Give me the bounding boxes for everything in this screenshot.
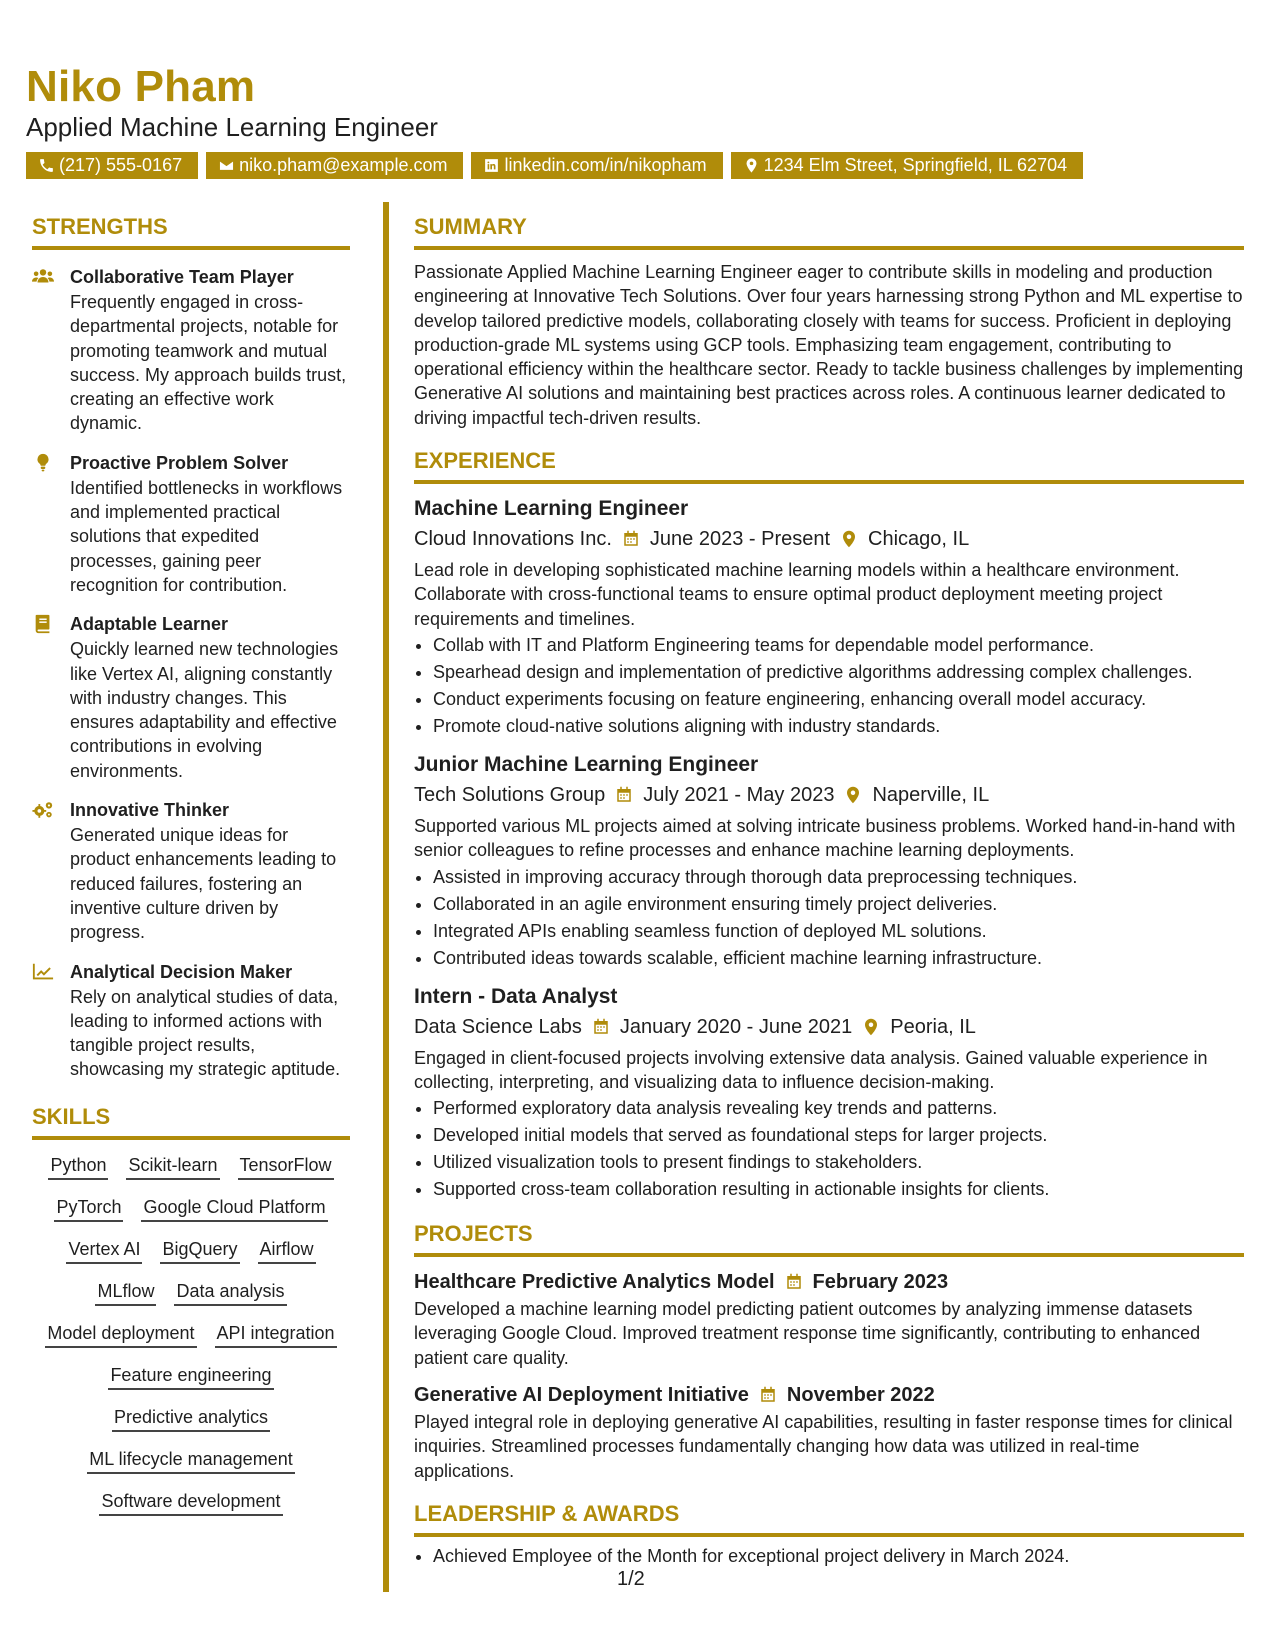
skills-heading: SKILLS xyxy=(32,1102,350,1140)
job-bullets xyxy=(414,864,1244,972)
skills-list xyxy=(32,1140,350,1516)
job-bullet: • Assisted in improving accuracy through thorough data preprocessing techniques. xyxy=(433,864,1244,891)
job-meta xyxy=(414,524,1244,554)
users-icon xyxy=(32,267,54,287)
lightbulb-icon xyxy=(32,453,54,473)
right-column xyxy=(414,212,1244,1570)
linkedin-icon xyxy=(483,157,500,174)
experience-heading: EXPERIENCE xyxy=(414,446,1244,484)
skill-tag: TensorFlow xyxy=(238,1152,334,1180)
contact-address xyxy=(731,152,1084,179)
project-date: November 2022 xyxy=(786,1384,935,1407)
page-number: 1/2 xyxy=(617,1568,645,1590)
job-bullet: • Performed exploratory data analysis revealing key trends and patterns. xyxy=(433,1095,1244,1122)
candidate-role: Applied Machine Learning Engineer xyxy=(26,112,438,142)
job-company: Tech Solutions Group xyxy=(414,783,606,806)
strength-title: Innovative Thinker xyxy=(70,800,230,821)
job-description: Lead role in developing sophisticated machine learning models within a healthcare environment. Collaborate with cross-functional teams to ensure optimal product deployment meeting project requirements and timelines. xyxy=(414,560,1180,629)
job-entry xyxy=(414,494,1244,740)
candidate-name: Niko Pham xyxy=(26,62,256,111)
project-description: Played integral role in deploying generative AI capabilities, resulting in faster response times for clinical inquiries. Streamlined processes fundamentally changing how data was utilized in real-time applications. xyxy=(414,1412,1233,1481)
job-location: Naperville, IL xyxy=(872,783,990,806)
map-pin-icon xyxy=(840,530,858,548)
skill-tag: Google Cloud Platform xyxy=(141,1194,327,1222)
strength-item xyxy=(32,959,350,1082)
job-title: Intern - Data Analyst xyxy=(414,984,618,1008)
strength-title: Adaptable Learner xyxy=(70,614,229,635)
strength-item xyxy=(32,797,350,944)
job-title: Machine Learning Engineer xyxy=(414,497,689,521)
job-bullet: • Promote cloud-native solutions aligning with industry standards. xyxy=(433,713,1244,740)
contact-email-text: niko.pham@example.com xyxy=(239,155,448,175)
skill-tag: Airflow xyxy=(258,1236,316,1264)
project-description: Developed a machine learning model predicting patient outcomes by analyzing immense datasets leveraging Google Cloud. Improved treatment response time significantly, contributing to enhanced patient care quality. xyxy=(414,1299,1201,1368)
leadership-heading: LEADERSHIP & AWARDS xyxy=(414,1499,1244,1537)
job-bullet: • Integrated APIs enabling seamless function of deployed ML solutions. xyxy=(433,918,1244,945)
job-bullet: • Collab with IT and Platform Engineering teams for dependable model performance. xyxy=(433,632,1244,659)
job-entry xyxy=(414,982,1244,1204)
contact-bar xyxy=(26,152,1083,179)
contact-phone-text: (217) 555-0167 xyxy=(59,155,183,175)
book-icon xyxy=(32,614,54,634)
project-header xyxy=(414,1380,1244,1410)
strength-title: Collaborative Team Player xyxy=(70,267,294,287)
project-title: Generative AI Deployment Initiative xyxy=(414,1384,749,1407)
job-description: Supported various ML projects aimed at solving intricate business problems. Worked hand-in-hand with senior colleagues to refine processes and enhance machine learning deployments. xyxy=(414,815,1236,861)
summary-text: Passionate Applied Machine Learning Engineer eager to contribute skills in modeling and production engineering at Innovative Tech Solutions. Over four years harnessing strong Python and ML expertise to develop tailored predictive models, collaborating closely with teams for success. Proficient in deploying production-grade ML systems using GCP tools. Emphasizing team engagement, contributing to operational efficiency within the healthcare sector. Ready to tackle business challenges by implementing Generative AI solutions and maintaining best practices across roles. A continuous learner dedicated to driving impactful tech-driven results. xyxy=(414,262,1244,428)
calendar-icon xyxy=(759,1386,777,1404)
gears-icon xyxy=(32,800,54,820)
job-bullet: • Collaborated in an agile environment ensuring timely project deliveries. xyxy=(433,891,1244,918)
skill-tag: MLflow xyxy=(95,1278,156,1306)
job-bullet: • Contributed ideas towards scalable, efficient machine learning infrastructure. xyxy=(433,945,1244,972)
project-date: February 2023 xyxy=(812,1271,949,1294)
calendar-icon xyxy=(615,786,633,804)
map-pin-icon xyxy=(743,157,760,174)
job-meta xyxy=(414,780,1244,810)
strength-title: Analytical Decision Maker xyxy=(70,961,293,982)
job-bullet: • Spearhead design and implementation of predictive algorithms addressing complex challenges. xyxy=(433,659,1244,686)
strengths-heading: STRENGTHS xyxy=(32,212,350,250)
skill-tag: Feature engineering xyxy=(108,1362,273,1390)
leadership-item: • Achieved Employee of the Month for exceptional project delivery in March 2024. xyxy=(433,1543,1244,1570)
job-entry xyxy=(414,750,1244,972)
calendar-icon xyxy=(622,530,640,548)
job-meta xyxy=(414,1012,1244,1042)
job-description: Engaged in client-focused projects involving extensive data analysis. Gained valuable experience in collecting, interpreting, and visualizing data to influence decision-making. xyxy=(414,1047,1208,1092)
contact-email[interactable] xyxy=(206,152,463,179)
strength-desc: Frequently engaged in cross-departmental projects, notable for promoting teamwork and mutual success. My approach builds trust, creating an effective work dynamic. xyxy=(70,292,347,434)
job-location: Peoria, IL xyxy=(890,1015,976,1038)
job-bullet: • Utilized visualization tools to present findings to stakeholders. xyxy=(433,1149,1244,1176)
projects-heading: PROJECTS xyxy=(414,1219,1244,1257)
job-bullet: • Conduct experiments focusing on feature engineering, enhancing overall model accuracy. xyxy=(433,686,1244,713)
job-dates: June 2023 - Present xyxy=(649,528,831,551)
job-location: Chicago, IL xyxy=(868,528,970,551)
strength-item xyxy=(32,264,350,436)
calendar-icon xyxy=(785,1273,803,1291)
job-dates: January 2020 - June 2021 xyxy=(619,1015,853,1038)
skill-tag: BigQuery xyxy=(160,1236,239,1264)
contact-phone[interactable] xyxy=(26,152,198,179)
summary-heading: SUMMARY xyxy=(414,212,1244,250)
job-dates: July 2021 - May 2023 xyxy=(643,783,835,806)
job-company: Cloud Innovations Inc. xyxy=(414,528,612,551)
leadership-list xyxy=(414,1543,1244,1570)
skill-tag: Vertex AI xyxy=(66,1236,142,1264)
project-title: Healthcare Predictive Analytics Model xyxy=(414,1271,775,1294)
contact-address-text: 1234 Elm Street, Springfield, IL 62704 xyxy=(763,155,1068,175)
job-company: Data Science Labs xyxy=(414,1015,582,1038)
skill-tag: Python xyxy=(48,1152,108,1180)
project-entry xyxy=(414,1380,1244,1483)
project-entry xyxy=(414,1267,1244,1370)
job-bullets xyxy=(414,632,1244,740)
envelope-icon xyxy=(218,157,235,174)
strength-desc: Quickly learned new technologies like Vertex AI, aligning constantly with industry changes. This ensures adaptability and effective contributions in evolving environments. xyxy=(70,639,339,781)
skill-tag: Model deployment xyxy=(45,1320,196,1348)
map-pin-icon xyxy=(862,1018,880,1036)
left-column xyxy=(32,212,350,1516)
skills-section xyxy=(32,1102,350,1516)
skill-tag: API integration xyxy=(215,1320,337,1348)
skill-tag: Scikit-learn xyxy=(126,1152,219,1180)
strength-desc: Identified bottlenecks in workflows and implemented practical solutions that expedited processes, gaining peer recognition for contribution. xyxy=(70,477,343,595)
job-bullet: • Developed initial models that served as foundational steps for larger projects. xyxy=(433,1122,1244,1149)
strength-desc: Generated unique ideas for product enhancements leading to reduced failures, fostering an inventive culture driven by progress. xyxy=(70,825,337,943)
calendar-icon xyxy=(592,1018,610,1036)
project-header xyxy=(414,1267,1244,1297)
contact-linkedin[interactable] xyxy=(471,152,722,179)
strength-item xyxy=(32,611,350,783)
skill-tag: Predictive analytics xyxy=(112,1404,270,1432)
job-title: Junior Machine Learning Engineer xyxy=(414,752,759,776)
skill-tag: Software development xyxy=(99,1488,282,1516)
skill-tag: ML lifecycle management xyxy=(87,1446,294,1474)
job-bullet: • Supported cross-team collaboration resulting in actionable insights for clients. xyxy=(433,1176,1244,1203)
chart-line-icon xyxy=(32,962,54,982)
phone-icon xyxy=(38,157,55,174)
column-divider xyxy=(383,202,389,1592)
strength-item xyxy=(32,450,350,597)
strength-title: Proactive Problem Solver xyxy=(70,452,289,473)
contact-linkedin-text: linkedin.com/in/nikopham xyxy=(504,155,707,175)
job-bullets xyxy=(414,1095,1244,1203)
map-pin-icon xyxy=(844,786,862,804)
strength-desc: Rely on analytical studies of data, leading to informed actions with tangible project results, showcasing my strategic aptitude. xyxy=(70,986,341,1080)
skill-tag: Data analysis xyxy=(174,1278,286,1306)
skill-tag: PyTorch xyxy=(54,1194,123,1222)
